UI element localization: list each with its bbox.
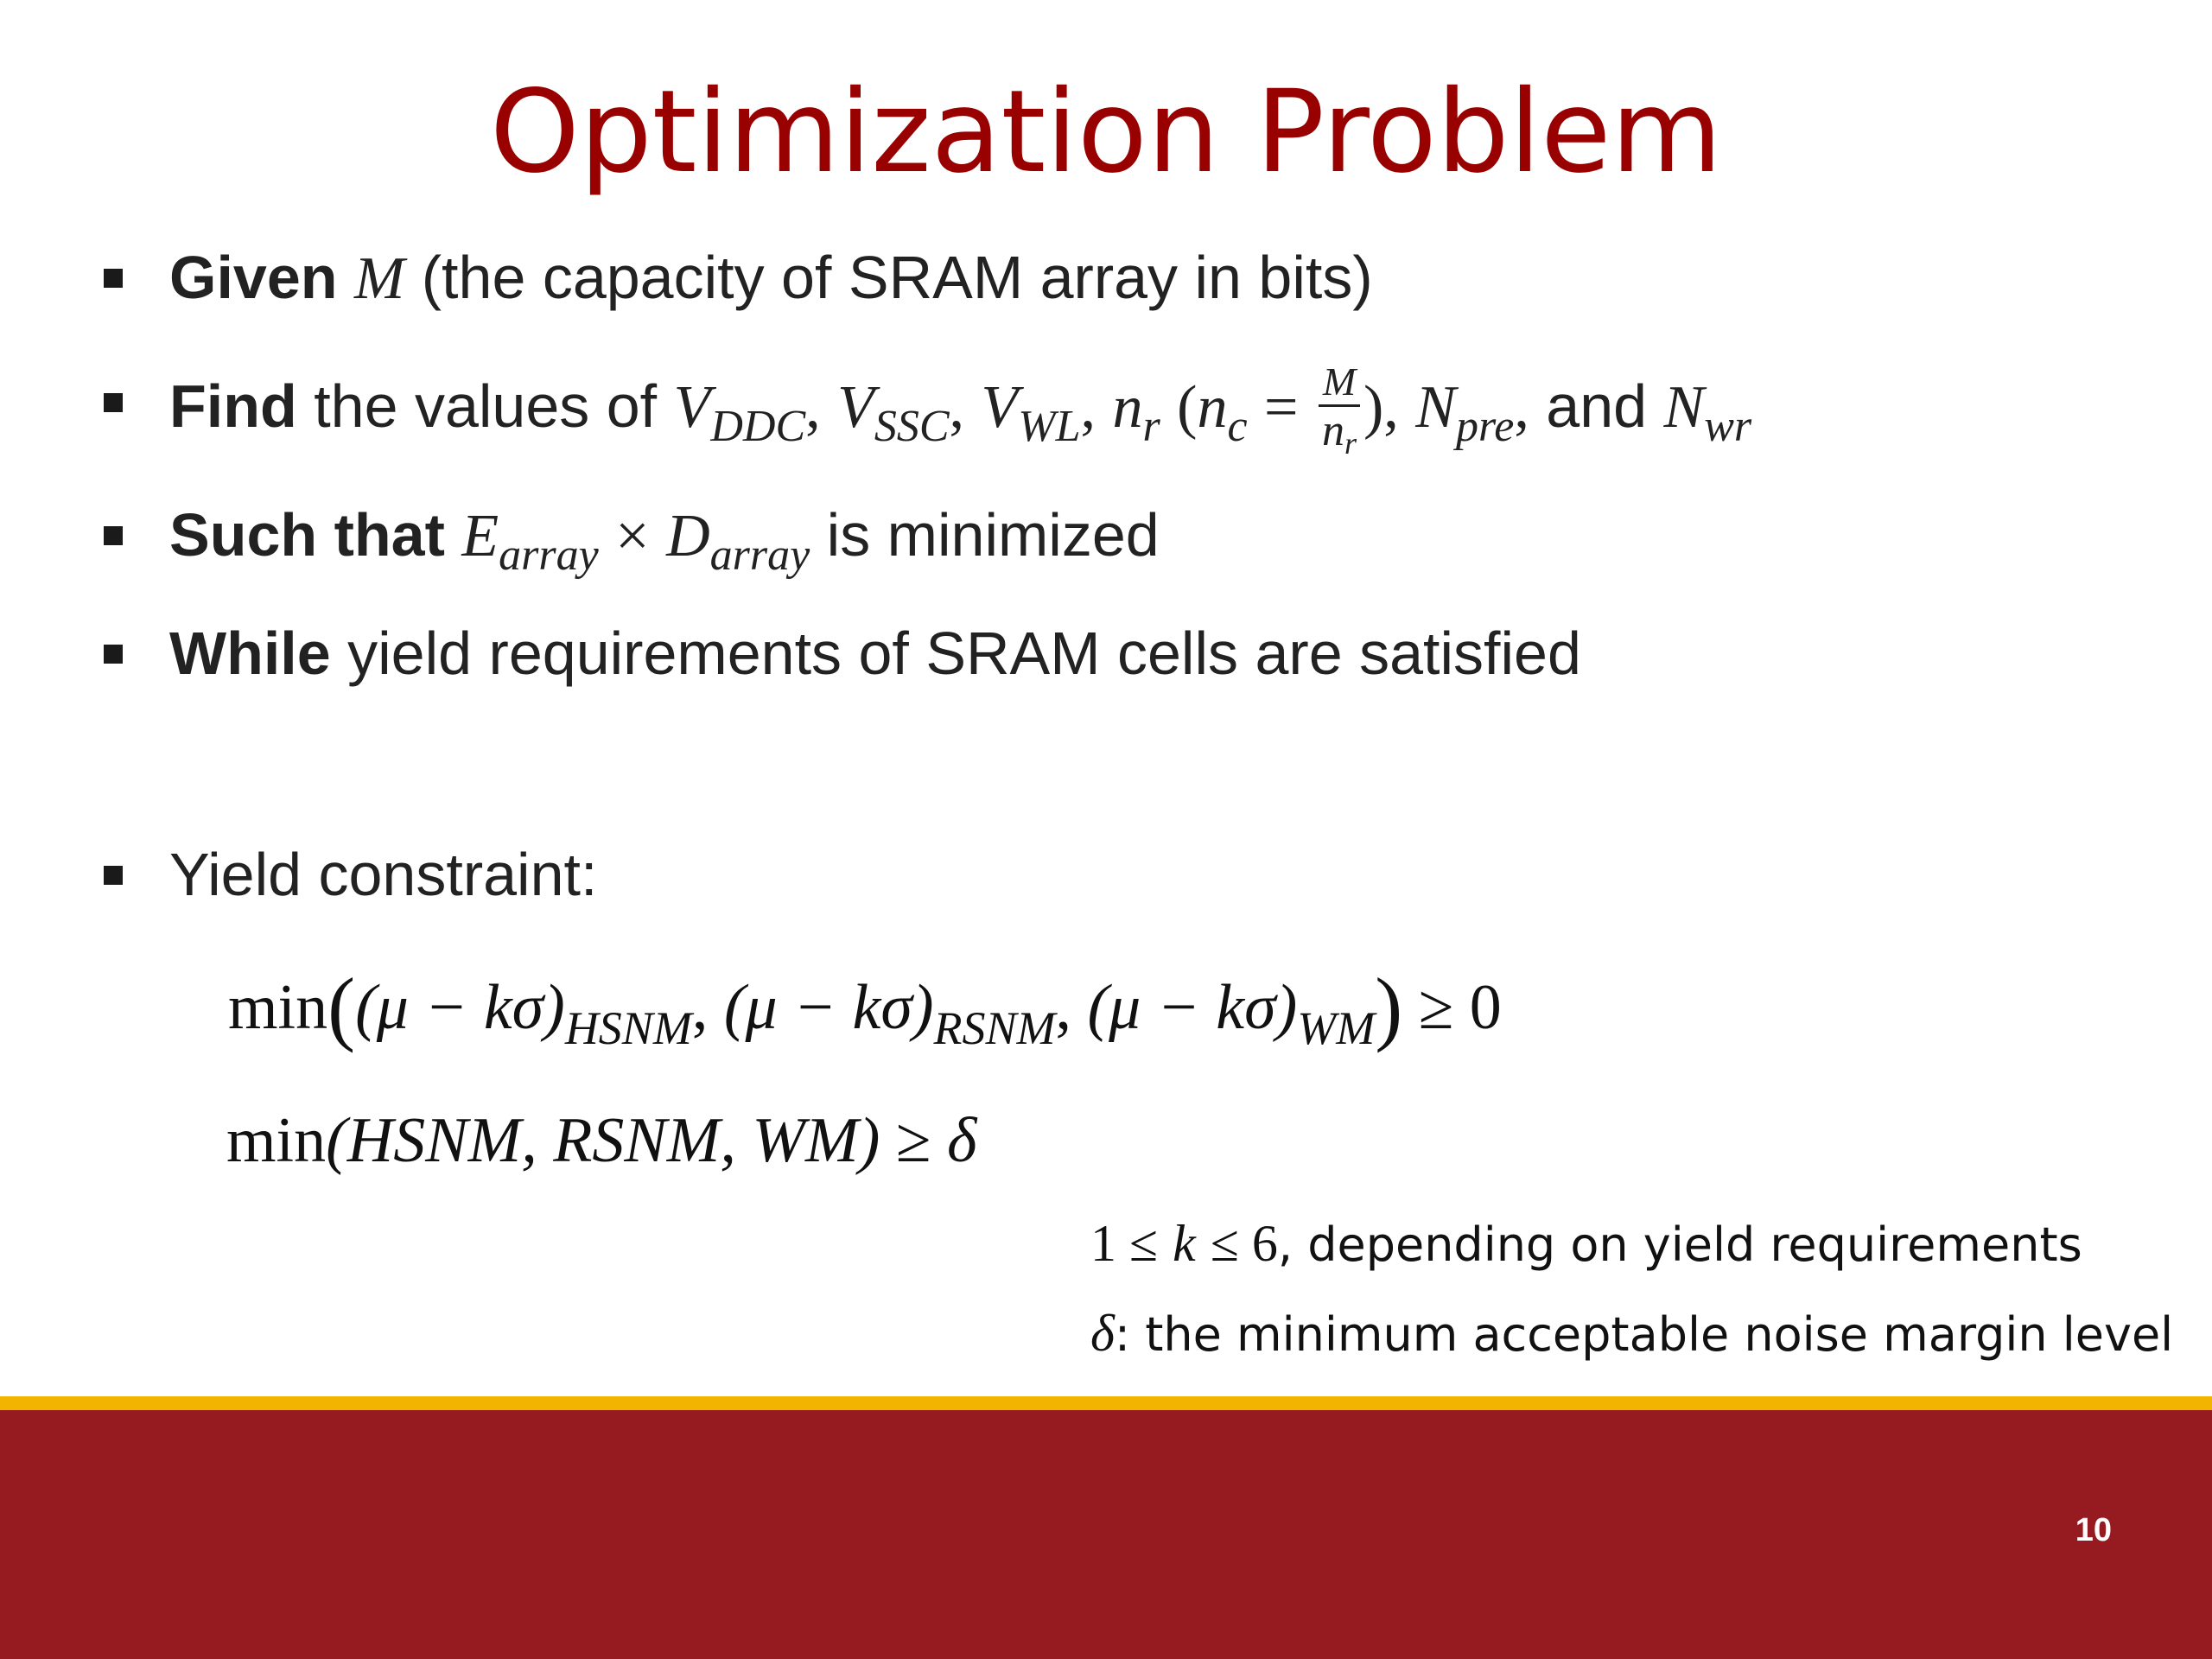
given-text: (the capacity of SRAM array in bits) (421, 244, 1373, 311)
eq1-term-rsnm: (μ − kσ) (723, 972, 934, 1043)
eq2-relation: ≥ (895, 1105, 931, 1176)
eq1-term-hsnm: (μ − kσ) (355, 972, 565, 1043)
bullet-marker (104, 645, 123, 664)
var-vssc: $V_{SSC}$ (837, 373, 950, 451)
bullet-while (169, 614, 1581, 692)
paren-close: ) (1363, 373, 1384, 441)
yield-constraint-text: Yield constraint: (169, 841, 598, 908)
bullet-find: Find the values of $V_{DDC}$, $V_{SSC}$, $V_{WL}$, $n_r$ ($n_c$ = $\frac{M}{n_r}$ ), $N_{pre}$, and $N_{wr}$ (169, 359, 1752, 461)
var-nr: $n_r$ (1112, 373, 1160, 451)
eq1-relation: ≥ 0 (1418, 972, 1502, 1043)
note-delta: δ: the minimum acceptable noise margin level (1090, 1305, 2174, 1362)
equation-yield-min: $\min((\mu - k\sigma)_{HSNM}$, $(\mu - k\sigma)_{RSNM}$, $(\mu - k\sigma)_{WM}) \ge 0$ (228, 961, 1502, 1054)
var-vwl: $V_{WL}$ (981, 373, 1081, 451)
keyword-find: Find (169, 372, 297, 440)
note-k-range: 1 ≤ k ≤ 6, depending on yield requirements (1090, 1215, 2082, 1272)
keyword-while: While (169, 620, 331, 687)
and-text: and (1546, 372, 1648, 440)
eq1-term-wm: (μ − kσ) (1087, 972, 1298, 1043)
bullet-marker (104, 866, 123, 885)
bullet-given (169, 238, 1373, 318)
paren-open: ( (1177, 373, 1198, 441)
page-number: 10 (2075, 1512, 2112, 1548)
equals-sign: = (1264, 373, 1299, 441)
var-earray: $E_{array}$ (461, 503, 599, 580)
var-darray: $D_{array}$ (666, 503, 810, 580)
fraction-m-over-nr: $\frac{M}{n_r}$ (1319, 359, 1360, 455)
eq2-delta: δ (946, 1105, 977, 1176)
slide-title: Optimization Problem (489, 66, 1723, 199)
footer-bar (0, 1410, 2212, 1659)
keyword-such-that: Such that (169, 501, 445, 569)
var-nwr: $N_{wr}$ (1663, 373, 1752, 451)
bullet-such-that (169, 496, 1160, 580)
times-sign: × (615, 503, 650, 569)
bullet-marker (104, 393, 123, 412)
var-vddc: $V_{DDC}$ (673, 373, 806, 451)
such-that-text: is minimized (826, 501, 1160, 569)
bullet-marker (104, 269, 123, 288)
footer-accent-band (0, 1396, 2212, 1410)
find-text: the values of (314, 372, 658, 440)
keyword-given: Given (169, 244, 338, 311)
bullet-marker (104, 526, 123, 545)
var-nc: $n_c$ (1197, 373, 1248, 451)
var-npre: $N_{pre}$ (1415, 373, 1515, 451)
var-m: M (353, 245, 405, 312)
eq2-args: (HSNM, RSNM, WM) (326, 1105, 880, 1176)
equation-noise-margin: min(HSNM, RSNM, WM) ≥ δ (226, 1105, 977, 1176)
bullet-yield-constraint (169, 836, 597, 913)
while-text: yield requirements of SRAM cells are satisfied (347, 620, 1581, 687)
